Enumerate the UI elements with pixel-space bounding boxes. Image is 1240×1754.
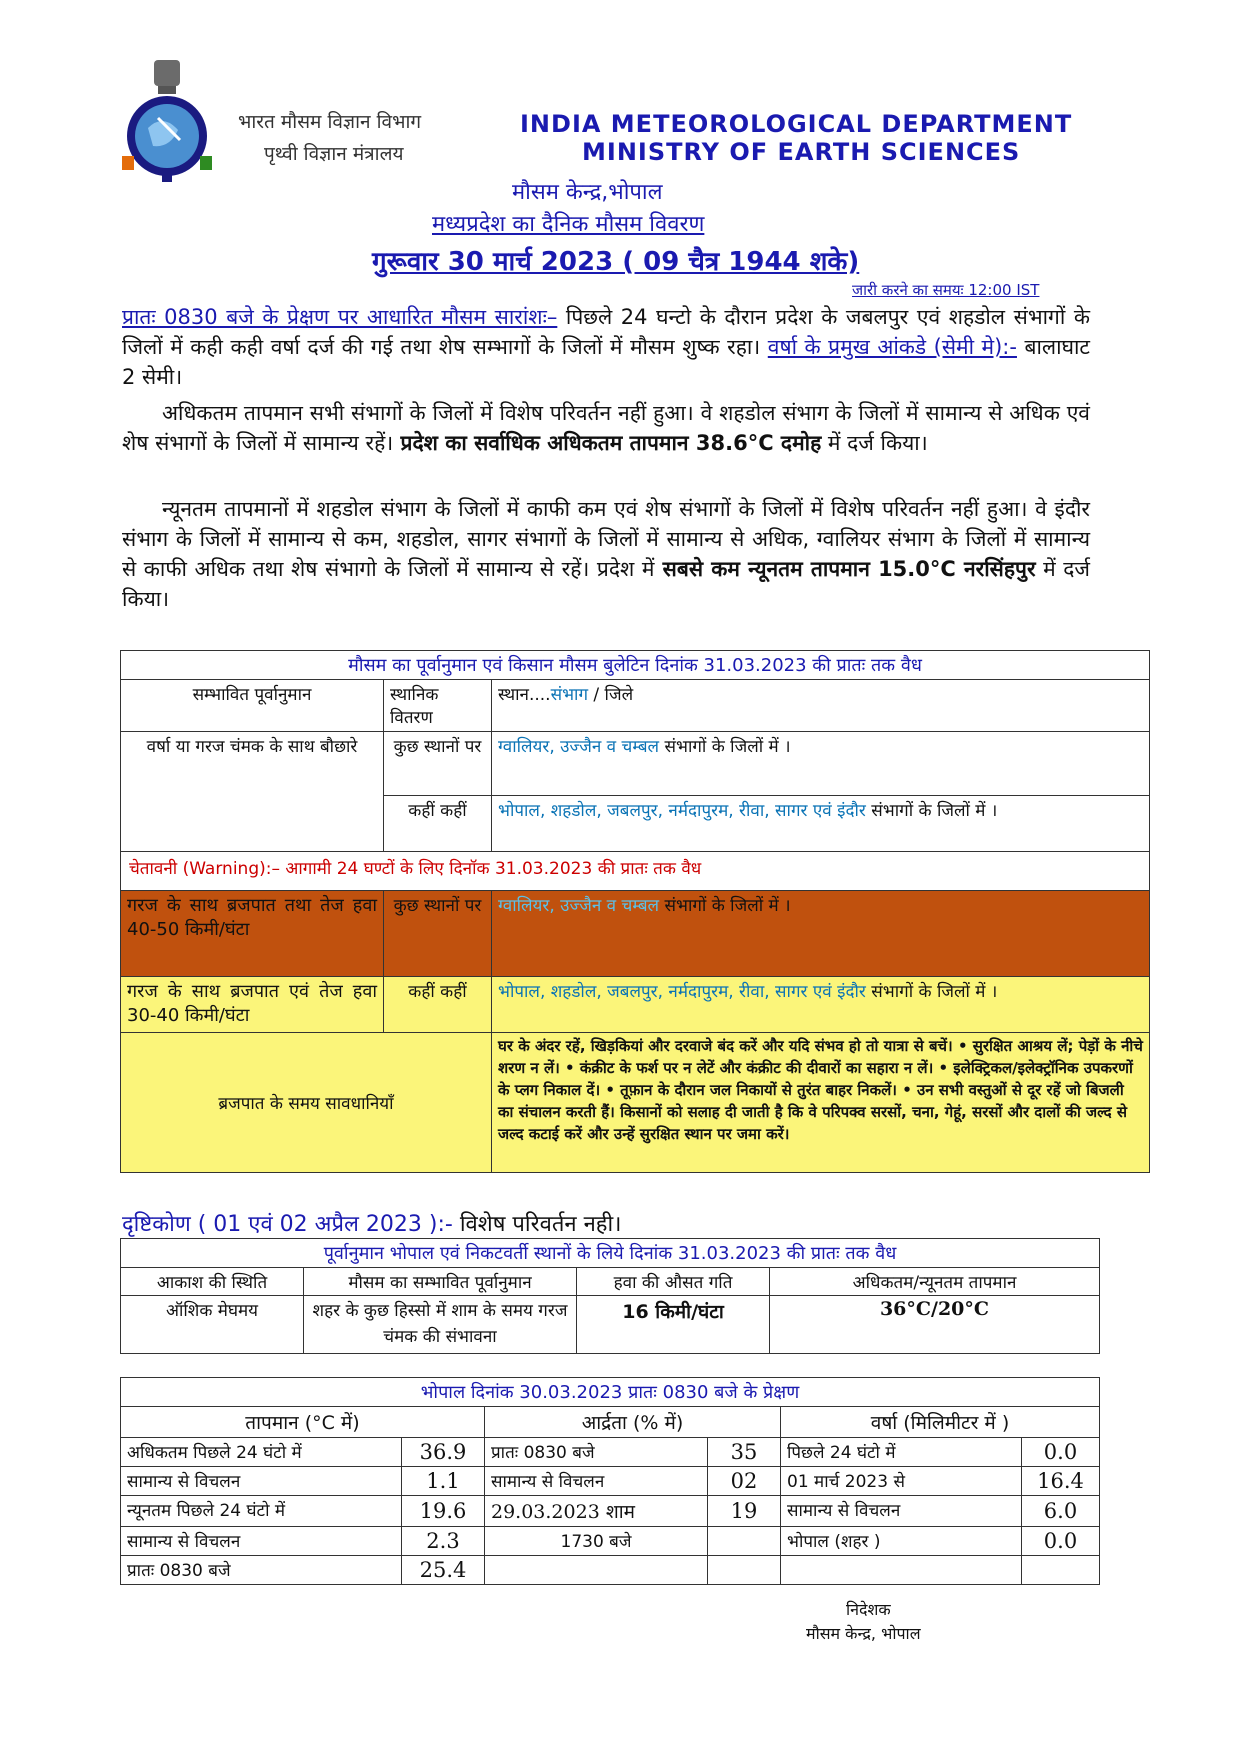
max-temp-highlight: प्रदेश का सर्वाधिक अधिकतम तापमान 38.6°C दमोह: [393, 431, 822, 455]
cell: न्यूनतम पिछले 24 घंटो में: [121, 1496, 402, 1527]
rain-text: बालाघाट 2 सेमी।: [122, 335, 1091, 389]
imd-emblem: [118, 58, 216, 186]
wind-value: 16 किमी/घंटा: [577, 1296, 770, 1354]
rain-places-isolated: [492, 796, 1150, 852]
max-temp-end: में दर्ज किया।: [821, 431, 928, 455]
forecast-table: [120, 650, 1150, 1173]
report-date: गुरूवार 30 मार्च 2023 ( 09 चैत्र 1944 शके): [372, 247, 860, 277]
rain-label: वर्षा के प्रमुख आंकडे (सेमी मे):-: [767, 335, 1017, 359]
observation-table: [120, 1377, 1100, 1585]
rain-forecast-type: वर्षा या गरज चंमक के साथ बौछारे: [121, 732, 384, 852]
warning1-dist: कुछ स्थानों पर: [384, 891, 492, 977]
cell: सामान्य से विचलन: [121, 1527, 402, 1556]
places: भोपाल, शहडोल, जबलपुर, नर्मदापुरम, रीवा, सागर एवं इंदौर: [498, 982, 866, 1002]
col-temperature: तापमान (°C में): [121, 1407, 485, 1438]
cell: 6.0: [1022, 1496, 1100, 1527]
rain-dist-some: कुछ स्थानों पर: [384, 732, 492, 796]
observation-title: भोपाल दिनांक 30.03.2023 प्रातः 0830 बजे के प्रेक्षण: [121, 1378, 1100, 1407]
cell: भोपाल (शहर ): [781, 1527, 1022, 1556]
cell: 2.3: [402, 1527, 485, 1556]
summary-lead: प्रातः 0830 बजे के प्रेक्षण पर आधारित मौसम सारांशः–: [122, 305, 558, 329]
bhopal-forecast-title: पूर्वानुमान भोपाल एवं निकटवर्ती स्थानों के लिये दिनांक 31.03.2023 की प्रातः तक वैध: [121, 1239, 1100, 1268]
summary-text: पिछले 24 घन्टो के दौरान प्रदेश के जबलपुर एवं शहडोल संभागों के जिलों में कही कही वर्षा दर्ज की गई तथा शेष सम्भागों के जिलों में मौसम शुष्क रहा।: [122, 305, 1090, 359]
col-temp: अधिकतम/न्यूनतम तापमान: [770, 1268, 1100, 1296]
cell: 35: [708, 1438, 781, 1467]
places-tail: संभागों के जिलों में ।: [659, 737, 791, 757]
dept-name-hindi: भारत मौसम विज्ञान विभाग: [238, 111, 422, 133]
cell: 0.0: [1022, 1438, 1100, 1467]
col3-a: स्थान....: [498, 685, 551, 705]
warning-title: चेतावनी (Warning):– आगामी 24 घण्टों के लिए दिनॉक 31.03.2023 की प्रातः तक वैध: [121, 852, 1150, 891]
cell: 1730 बजे: [485, 1527, 708, 1556]
cell: सामान्य से विचलन: [121, 1467, 402, 1496]
cell: [781, 1556, 1022, 1585]
min-temp-highlight: सबसे कम न्यूनतम तापमान 15.0°C नरसिंहपुर: [654, 557, 1036, 581]
max-temp-summary: [122, 398, 1090, 458]
precaution-text: घर के अंदर रहें, खिड़कियां और दरवाजे बंद करें और यदि संभव हो तो यात्रा से बचें। • सुरक्षित आश्रय लें; पेड़ों के नीचे शरण न लें। • कंक्रीट के फर्श पर न लेटें और कंक्रीट की दीवारों का सहारा न लें। • इलेक्ट्रिकल/इलेक्ट्रॉनिक उपकरणों के प्लग निकाल दें। • तूफ़ान के दौरान जल निकायों से तुरंत बाहर निकलें। • उन सभी वस्तुओं से दूर रहें जो बिजली का संचालन करती हैं। किसानों को सलाह दी जाती है कि वे परिपक्व सरसों, चना, गेहूं, सरसों और दालों की जल्द से जल्द कटाई करें और उन्हें सुरक्षित स्थान पर जमा करें।: [492, 1033, 1150, 1173]
cell: [1022, 1556, 1100, 1585]
rain-dist-isolated: कहीं कहीं: [384, 796, 492, 852]
weather-summary: [122, 302, 1090, 392]
cell: 1.1: [402, 1467, 485, 1496]
cell: 0.0: [1022, 1527, 1100, 1556]
cell: प्रातः 0830 बजे: [121, 1556, 402, 1585]
warning2-places: [492, 977, 1150, 1033]
ministry-name-hindi: पृथ्वी विज्ञान मंत्रालय: [264, 143, 404, 165]
places: ग्वालियर, उज्जैन व चम्बल: [498, 896, 660, 916]
table-row: [121, 1496, 1100, 1527]
table-row: [121, 1467, 1100, 1496]
rain-places-some: [492, 732, 1150, 796]
cell: 19.6: [402, 1496, 485, 1527]
cell: 02: [708, 1467, 781, 1496]
warning1-type: गरज के साथ ब्रजपात तथा तेज हवा 40-50 किमी/घंटा: [121, 891, 384, 977]
warning2-dist: कहीं कहीं: [384, 977, 492, 1033]
places-tail: संभागों के जिलों में ।: [865, 982, 998, 1002]
cell: 19: [708, 1496, 781, 1527]
col3-b: संभाग: [550, 685, 589, 705]
places: भोपाल, शहडोल, जबलपुर, नर्मदापुरम, रीवा, सागर एवं इंदौर: [498, 801, 866, 821]
warning2-type: गरज के साथ ब्रजपात एवं तेज हवा 30-40 किमी/घंटा: [121, 977, 384, 1033]
table-row: [121, 1438, 1100, 1467]
cell: [708, 1527, 781, 1556]
outlook-label: दृष्टिकोण ( 01 एवं 02 अप्रैल 2023 ):-: [122, 1212, 453, 1237]
report-title: मध्यप्रदेश का दैनिक मौसम विवरण: [432, 212, 705, 237]
dept-name-english: INDIA METEOROLOGICAL DEPARTMENT: [520, 110, 1073, 138]
cell: 29.03.2023 शाम: [485, 1496, 708, 1527]
temp-value: 36°C/20°C: [770, 1296, 1100, 1354]
bhopal-forecast-table: [120, 1238, 1100, 1354]
forecast-title: मौसम का पूर्वानुमान एवं किसान मौसम बुलेटिन दिनांक 31.03.2023 की प्रातः तक वैध: [121, 651, 1150, 680]
col-humidity: आर्द्रता (% में): [485, 1407, 781, 1438]
cell: [708, 1556, 781, 1585]
places: ग्वालियर, उज्जैन व चम्बल: [498, 737, 660, 757]
table-row: [121, 1527, 1100, 1556]
cell: 16.4: [1022, 1467, 1100, 1496]
precaution-label: ब्रजपात के समय सावधानियॉं: [121, 1033, 492, 1173]
cell: 25.4: [402, 1556, 485, 1585]
col-sky: आकाश की स्थिति: [121, 1268, 304, 1296]
min-temp-summary: [122, 494, 1090, 614]
outlook-text: विशेष परिवर्तन नही।: [452, 1212, 622, 1237]
cell: सामान्य से विचलन: [485, 1467, 708, 1496]
forecast-col1: सम्भावित पूर्वानुमान: [121, 680, 384, 732]
ministry-name-english: MINISTRY OF EARTH SCIENCES: [582, 138, 1021, 166]
issue-time: जारी करने का समयः 12:00 IST: [852, 281, 1040, 299]
col3-c: / जिले: [588, 685, 634, 705]
cell: अधिकतम पिछले 24 घंटो में: [121, 1438, 402, 1467]
min-temp-text: न्यूनतम तापमानों में शहडोल संभाग के जिलों में काफी कम एवं शेष संभागों के जिलों में विशेष परिवर्तन नहीं हुआ। वे इंदौर संभाग के जिलों में सामान्य से कम, शहडोल, सागर संभागों के जिलों में सामान्य से अधिक, ग्वालियर संभाग के जिलों में सामान्य से काफी अधिक तथा शेष संभागो के जिलों में सामान्य से रहें। प्रदेश में: [122, 497, 1090, 581]
forecast-value: शहर के कुछ हिस्सो में शाम के समय गरज चंमक की संभावना: [304, 1296, 577, 1354]
places-tail: संभागों के जिलों में ।: [659, 896, 791, 916]
cell: प्रातः 0830 बजे: [485, 1438, 708, 1467]
signature-title: निदेशक: [846, 1600, 891, 1619]
sky-value: ऑशिक मेघमय: [121, 1296, 304, 1354]
col-wind: हवा की औसत गति: [577, 1268, 770, 1296]
forecast-col2: स्थानिक वितरण: [384, 680, 492, 732]
outlook: [122, 1208, 622, 1238]
cell: 36.9: [402, 1438, 485, 1467]
col-rainfall: वर्षा (मिलिमीटर में ): [781, 1407, 1100, 1438]
cell: पिछले 24 घंटो में: [781, 1438, 1022, 1467]
forecast-col3: [492, 680, 1150, 732]
places-tail: संभागों के जिलों में ।: [865, 801, 998, 821]
warning1-places: [492, 891, 1150, 977]
max-temp-text: अधिकतम तापमान सभी संभागों के जिलों में विशेष परिवर्तन नहीं हुआ। वे शहडोल संभाग के जिलों में सामान्य से अधिक एवं शेष संभागों के जिलों में सामान्य रहें।: [122, 401, 1090, 455]
cell: सामान्य से विचलन: [781, 1496, 1022, 1527]
table-row: [121, 1556, 1100, 1585]
centre-name: मौसम केन्द्र,भोपाल: [512, 180, 663, 205]
col-forecast: मौसम का सम्भावित पूर्वानुमान: [304, 1268, 577, 1296]
min-temp-end: में दर्ज किया।: [122, 557, 1090, 611]
cell: [485, 1556, 708, 1585]
cell: 01 मार्च 2023 से: [781, 1467, 1022, 1496]
signature-office: मौसम केन्द्र, भोपाल: [806, 1624, 921, 1643]
